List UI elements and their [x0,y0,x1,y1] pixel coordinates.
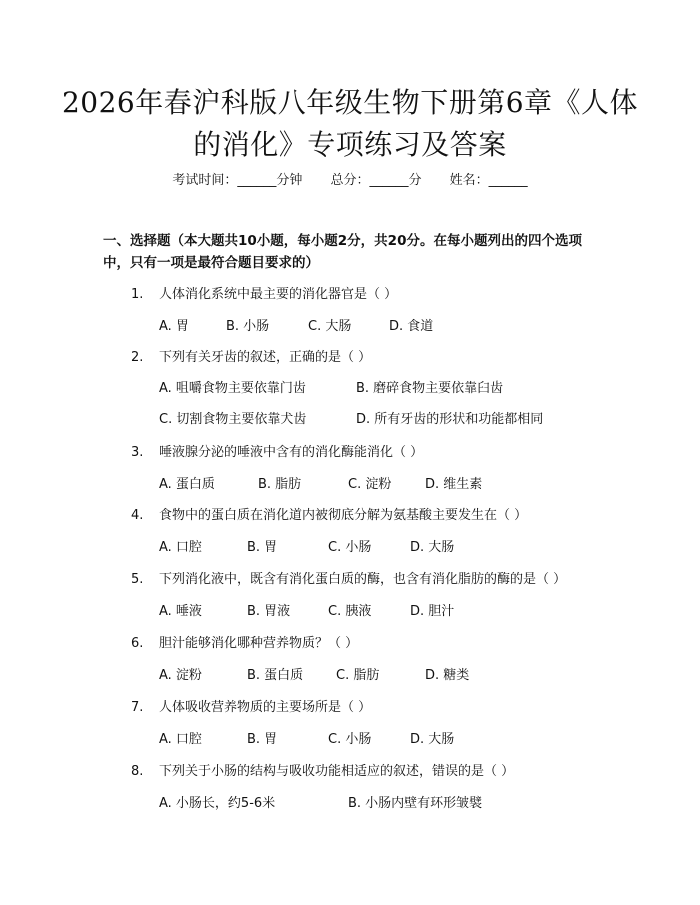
option: D. 食道 [389,319,434,334]
question-text: 下列关于小肠的结构与吸收功能相适应的叙述，错误的是（ ） [159,764,515,779]
option: A. 口腔 [159,732,202,747]
question-number: 3. [131,445,144,460]
question-7 [131,696,371,715]
option: C. 切割食物主要依靠犬齿 [159,412,307,427]
question-number: 2. [131,350,144,365]
option: C. 淀粉 [348,477,392,492]
option: D. 维生素 [425,477,483,492]
option: C. 脂肪 [336,668,380,683]
option: B. 小肠内壁有环形皱襞 [348,796,483,811]
question-text: 胆汁能够消化哪种营养物质？（ ） [159,636,359,651]
question-5 [131,568,566,587]
question-3 [131,441,423,460]
question-number: 8. [131,764,144,779]
option: B. 蛋白质 [247,668,304,683]
question-number: 6. [131,636,144,651]
document-title: 2026年春沪科版八年级生物下册第6章《人体的消化》专项练习及答案 [61,86,639,161]
option: A. 口腔 [159,540,202,555]
question-text: 唾液腺分泌的唾液中含有的消化酶能消化（ ） [159,445,424,460]
option: A. 小肠长，约5-6米 [159,796,276,811]
option: A. 唾液 [159,604,202,619]
question-number: 7. [131,700,144,715]
option: B. 小肠 [226,319,270,334]
question-text: 食物中的蛋白质在消化道内被彻底分解为氨基酸主要发生在（ ） [159,508,528,523]
option: C. 胰液 [328,604,372,619]
exam-time-field: 考试时间：______分钟 [172,173,303,188]
option: B. 胃 [247,732,278,747]
name-field: 姓名：______ [449,173,528,188]
question-number: 5. [131,572,144,587]
option: A. 咀嚼食物主要依靠门齿 [159,381,306,396]
question-number: 4. [131,508,144,523]
option: D. 所有牙齿的形状和功能都相同 [356,412,544,427]
option: C. 小肠 [328,732,372,747]
question-text: 下列有关牙齿的叙述，正确的是（ ） [159,350,372,365]
question-6 [131,632,358,651]
option: D. 大肠 [410,540,455,555]
question-4 [131,504,527,523]
option: A. 胃 [159,319,189,334]
option: C. 大肠 [308,319,352,334]
question-text: 人体吸收营养物质的主要场所是（ ） [159,700,372,715]
option: B. 胃 [247,540,278,555]
exam-info [0,169,700,188]
option: B. 磨碎食物主要依靠臼齿 [356,381,504,396]
total-score-field: 总分：______分 [330,173,422,188]
question-1 [131,283,397,302]
question-8 [131,760,514,779]
option: A. 淀粉 [159,668,202,683]
question-number: 1. [131,287,144,302]
question-text: 下列消化液中，既含有消化蛋白质的酶，也含有消化脂肪的酶的是（ ） [159,572,567,587]
question-text: 人体消化系统中最主要的消化器官是（ ） [159,287,398,302]
option: B. 脂肪 [258,477,302,492]
option: D. 胆汁 [410,604,455,619]
section-title-multiple-choice: 一、选择题（本大题共10小题，每小题2分，共20分。在每小题列出的四个选项中，只有一项是最符合题目要求的） [103,233,582,271]
option: D. 大肠 [410,732,455,747]
option: D. 糖类 [425,668,470,683]
option: B. 胃液 [247,604,291,619]
question-2 [131,346,371,365]
option: C. 小肠 [328,540,372,555]
option: A. 蛋白质 [159,477,215,492]
